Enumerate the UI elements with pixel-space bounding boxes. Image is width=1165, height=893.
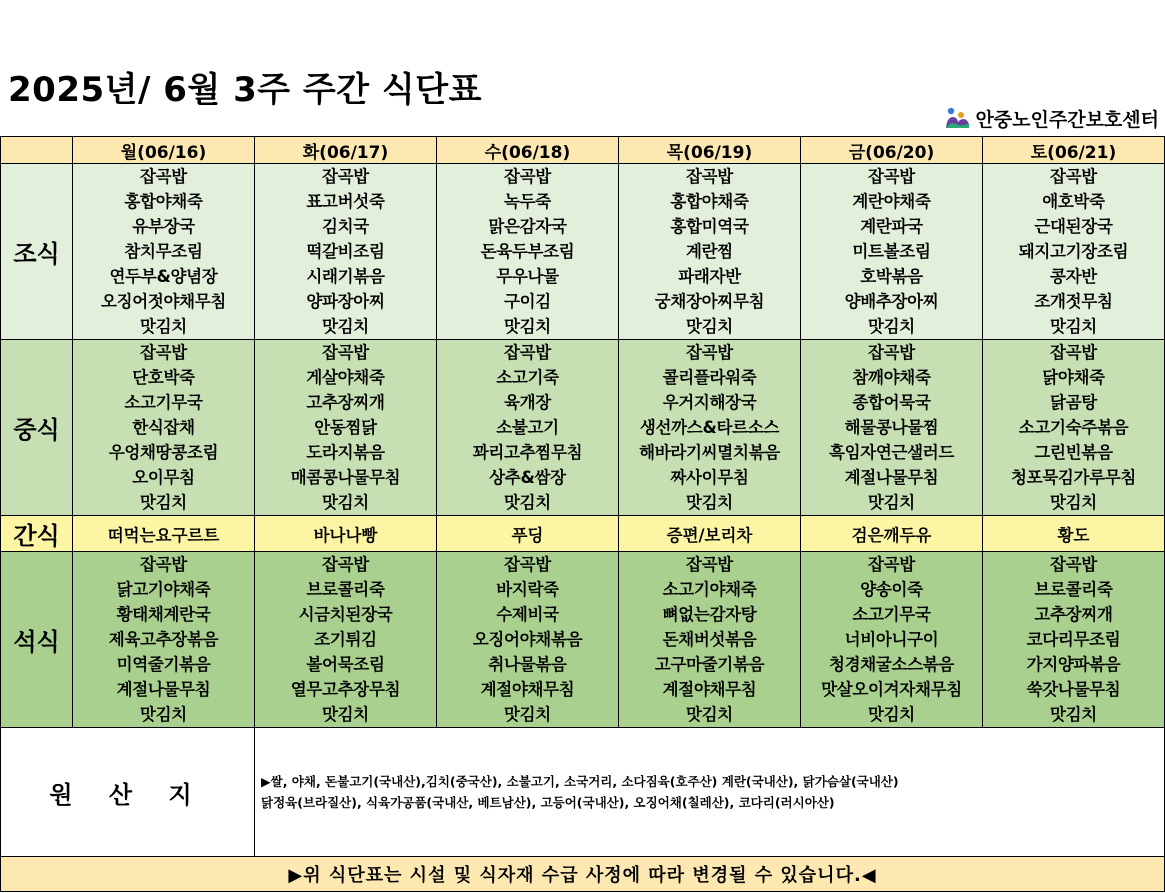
weekly-menu-table bbox=[0, 136, 1165, 892]
menu-item: 잡곡밥 bbox=[504, 555, 551, 574]
dinner-menu-cell bbox=[73, 552, 255, 728]
origin-line: 닭정육(브라질산), 식육가공품(국내산, 베트남산), 고등어(국내산), 오징어채(칠레산), 코다리(러시아산) bbox=[261, 795, 835, 810]
menu-item: 맛김치 bbox=[140, 705, 187, 724]
menu-item: 맛김치 bbox=[322, 705, 369, 724]
menu-item: 소고기숙주볶음 bbox=[1018, 418, 1129, 437]
origin-label: 원 산 지 bbox=[1, 728, 255, 857]
menu-item: 브로콜리죽 bbox=[1034, 580, 1113, 599]
snack-cell: 황도 bbox=[983, 516, 1165, 552]
snack-cell: 푸딩 bbox=[437, 516, 619, 552]
breakfast-menu-cell bbox=[619, 164, 801, 340]
menu-item: 짜사이무침 bbox=[670, 468, 749, 487]
menu-item: 안동찜닭 bbox=[314, 418, 377, 437]
day-header: 수(06/18) bbox=[437, 137, 619, 164]
menu-item: 맛김치 bbox=[140, 493, 187, 512]
menu-item: 닭고기야채죽 bbox=[116, 580, 211, 599]
people-logo-icon bbox=[944, 106, 970, 130]
day-header-row bbox=[1, 137, 1165, 164]
menu-item: 김치국 bbox=[322, 217, 369, 236]
dinner-row bbox=[1, 552, 1165, 728]
menu-item: 육개장 bbox=[504, 393, 551, 412]
menu-item: 양파장아찌 bbox=[306, 292, 385, 311]
menu-item: 맛김치 bbox=[1050, 317, 1097, 336]
menu-item: 계란찜 bbox=[686, 242, 733, 261]
menu-item: 잡곡밥 bbox=[322, 343, 369, 362]
menu-item: 잡곡밥 bbox=[1050, 167, 1097, 186]
lunch-menu-cell bbox=[619, 340, 801, 516]
menu-item: 돈채버섯볶음 bbox=[662, 630, 757, 649]
menu-item: 브로콜리죽 bbox=[306, 580, 385, 599]
menu-item: 오이무침 bbox=[132, 468, 195, 487]
breakfast-menu-cell bbox=[255, 164, 437, 340]
menu-item: 꽈리고추찜무침 bbox=[472, 443, 583, 462]
menu-item: 너비아니구이 bbox=[844, 630, 939, 649]
menu-item: 맛김치 bbox=[868, 317, 915, 336]
menu-item: 해물콩나물찜 bbox=[844, 418, 939, 437]
menu-item: 해바라기씨멸치볶음 bbox=[639, 443, 780, 462]
menu-item: 맛살오이겨자채무침 bbox=[821, 680, 962, 699]
menu-item: 잡곡밥 bbox=[140, 167, 187, 186]
menu-item: 시금치된장국 bbox=[298, 605, 393, 624]
notice-text: ▶위 식단표는 시설 및 식자재 수급 사정에 따라 변경될 수 있습니다.◀ bbox=[1, 857, 1165, 892]
notice-row bbox=[1, 857, 1165, 892]
menu-item: 표고버섯죽 bbox=[306, 192, 385, 211]
day-header: 토(06/21) bbox=[983, 137, 1165, 164]
page-title: 2025년/ 6월 3주 주간 식단표 bbox=[8, 70, 482, 110]
day-header: 금(06/20) bbox=[801, 137, 983, 164]
menu-item: 맛김치 bbox=[1050, 493, 1097, 512]
menu-item: 황태채계란국 bbox=[116, 605, 211, 624]
day-header: 화(06/17) bbox=[255, 137, 437, 164]
menu-item: 오징어야채볶음 bbox=[472, 630, 583, 649]
menu-item: 청경채굴소스볶음 bbox=[828, 655, 955, 674]
menu-item: 맛김치 bbox=[504, 317, 551, 336]
menu-item: 맛김치 bbox=[868, 493, 915, 512]
menu-item: 그린빈볶음 bbox=[1034, 443, 1113, 462]
meal-label-dinner: 석식 bbox=[1, 552, 73, 728]
snack-cell: 떠먹는요구르트 bbox=[73, 516, 255, 552]
dinner-menu-cell bbox=[619, 552, 801, 728]
menu-item: 잡곡밥 bbox=[140, 343, 187, 362]
menu-item: 쑥갓나물무침 bbox=[1026, 680, 1121, 699]
menu-item: 잡곡밥 bbox=[322, 555, 369, 574]
menu-item: 구이김 bbox=[504, 292, 551, 311]
dinner-menu-cell bbox=[983, 552, 1165, 728]
menu-item: 바지락죽 bbox=[496, 580, 559, 599]
menu-item: 수제비국 bbox=[496, 605, 559, 624]
origin-line: ▶쌀, 야채, 돈불고기(국내산),김치(중국산), 소불고기, 소국거리, 소다짐육(호주산) 계란(국내산), 닭가슴살(국내산) bbox=[261, 774, 899, 789]
menu-item: 생선까스&타르소스 bbox=[639, 418, 780, 437]
menu-item: 계란야채죽 bbox=[852, 192, 931, 211]
menu-item: 홍합미역국 bbox=[670, 217, 749, 236]
dinner-menu-cell bbox=[255, 552, 437, 728]
menu-item: 양송이죽 bbox=[860, 580, 923, 599]
menu-item: 궁채장아찌무침 bbox=[654, 292, 765, 311]
menu-item: 홍합야채죽 bbox=[670, 192, 749, 211]
lunch-menu-cell bbox=[255, 340, 437, 516]
menu-item: 청포묵김가루무침 bbox=[1010, 468, 1137, 487]
menu-item: 계절나물무침 bbox=[844, 468, 939, 487]
menu-item: 잡곡밥 bbox=[140, 555, 187, 574]
menu-item: 맛김치 bbox=[868, 705, 915, 724]
breakfast-menu-cell bbox=[983, 164, 1165, 340]
menu-item: 한식잡채 bbox=[132, 418, 195, 437]
menu-item: 돼지고기장조림 bbox=[1018, 242, 1129, 261]
menu-item: 콜리플라워죽 bbox=[662, 368, 757, 387]
menu-item: 미역줄기볶음 bbox=[116, 655, 211, 674]
snack-cell: 증편/보리차 bbox=[619, 516, 801, 552]
meal-label-breakfast: 조식 bbox=[1, 164, 73, 340]
menu-item: 잡곡밥 bbox=[322, 167, 369, 186]
menu-item: 홍합야채죽 bbox=[124, 192, 203, 211]
menu-item: 우거지해장국 bbox=[662, 393, 757, 412]
menu-item: 잡곡밥 bbox=[504, 167, 551, 186]
menu-item: 참깨야채죽 bbox=[852, 368, 931, 387]
menu-item: 계절야채무침 bbox=[480, 680, 575, 699]
snack-row bbox=[1, 516, 1165, 552]
menu-item: 호박볶음 bbox=[860, 267, 923, 286]
menu-item: 떡갈비조림 bbox=[306, 242, 385, 261]
meal-label-snack: 간식 bbox=[1, 516, 73, 552]
menu-item: 맛김치 bbox=[322, 493, 369, 512]
menu-item: 맛김치 bbox=[686, 317, 733, 336]
menu-item: 계란파국 bbox=[860, 217, 923, 236]
menu-item: 돈육두부조림 bbox=[480, 242, 575, 261]
menu-item: 도라지볶음 bbox=[306, 443, 385, 462]
menu-item: 오징어젓야채무침 bbox=[100, 292, 227, 311]
menu-item: 소고기야채죽 bbox=[662, 580, 757, 599]
menu-item: 맛김치 bbox=[140, 317, 187, 336]
menu-item: 닭곰탕 bbox=[1050, 393, 1097, 412]
menu-item: 매콤콩나물무침 bbox=[290, 468, 401, 487]
menu-item: 녹두죽 bbox=[504, 192, 551, 211]
breakfast-row bbox=[1, 164, 1165, 340]
menu-item: 맛김치 bbox=[504, 493, 551, 512]
menu-item: 맛김치 bbox=[1050, 705, 1097, 724]
menu-item: 소불고기 bbox=[496, 418, 559, 437]
menu-item: 무우나물 bbox=[496, 267, 559, 286]
header-corner-cell bbox=[1, 137, 73, 164]
menu-item: 잡곡밥 bbox=[868, 343, 915, 362]
menu-item: 파래자반 bbox=[678, 267, 741, 286]
menu-item: 고추장찌개 bbox=[1034, 605, 1113, 624]
breakfast-menu-cell bbox=[801, 164, 983, 340]
menu-item: 연두부&양념장 bbox=[109, 267, 218, 286]
origin-info bbox=[255, 728, 1165, 857]
menu-item: 소고기죽 bbox=[496, 368, 559, 387]
menu-item: 시래기볶음 bbox=[306, 267, 385, 286]
lunch-menu-cell bbox=[437, 340, 619, 516]
menu-item: 단호박죽 bbox=[132, 368, 195, 387]
organization-header bbox=[944, 105, 1159, 131]
day-header: 월(06/16) bbox=[73, 137, 255, 164]
menu-item: 뼈없는감자탕 bbox=[662, 605, 757, 624]
menu-item: 맛김치 bbox=[504, 705, 551, 724]
snack-cell: 검은깨두유 bbox=[801, 516, 983, 552]
menu-item: 닭야채죽 bbox=[1042, 368, 1105, 387]
menu-item: 참치무조림 bbox=[124, 242, 203, 261]
organization-name: 안중노인주간보호센터 bbox=[975, 108, 1159, 131]
menu-item: 고구마줄기볶음 bbox=[654, 655, 765, 674]
menu-item: 계절야채무침 bbox=[662, 680, 757, 699]
origin-row bbox=[1, 728, 1165, 857]
lunch-menu-cell bbox=[983, 340, 1165, 516]
menu-item: 콩자반 bbox=[1050, 267, 1097, 286]
menu-item: 유부장국 bbox=[132, 217, 195, 236]
menu-item: 맑은감자국 bbox=[488, 217, 567, 236]
menu-item: 게살야채죽 bbox=[306, 368, 385, 387]
menu-item: 잡곡밥 bbox=[686, 343, 733, 362]
dinner-menu-cell bbox=[437, 552, 619, 728]
menu-item: 잡곡밥 bbox=[868, 167, 915, 186]
dinner-menu-cell bbox=[801, 552, 983, 728]
menu-item: 취나물볶음 bbox=[488, 655, 567, 674]
menu-item: 제육고추장볶음 bbox=[108, 630, 219, 649]
menu-item: 잡곡밥 bbox=[686, 167, 733, 186]
menu-item: 잡곡밥 bbox=[868, 555, 915, 574]
menu-item: 종합어묵국 bbox=[852, 393, 931, 412]
lunch-menu-cell bbox=[73, 340, 255, 516]
menu-item: 맛김치 bbox=[686, 493, 733, 512]
snack-cell: 바나나빵 bbox=[255, 516, 437, 552]
menu-item: 상추&쌈장 bbox=[489, 468, 566, 487]
menu-item: 잡곡밥 bbox=[686, 555, 733, 574]
menu-item: 소고기무국 bbox=[852, 605, 931, 624]
breakfast-menu-cell bbox=[73, 164, 255, 340]
menu-item: 잡곡밥 bbox=[1050, 343, 1097, 362]
menu-item: 미트볼조림 bbox=[852, 242, 931, 261]
menu-item: 애호박죽 bbox=[1042, 192, 1105, 211]
menu-item: 열무고추장무침 bbox=[290, 680, 401, 699]
breakfast-menu-cell bbox=[437, 164, 619, 340]
day-header: 목(06/19) bbox=[619, 137, 801, 164]
menu-item: 우엉채땅콩조림 bbox=[108, 443, 219, 462]
menu-item: 근대된장국 bbox=[1034, 217, 1113, 236]
menu-item: 조기튀김 bbox=[314, 630, 377, 649]
menu-item: 가지양파볶음 bbox=[1026, 655, 1121, 674]
menu-item: 소고기무국 bbox=[124, 393, 203, 412]
menu-item: 흑임자연근샐러드 bbox=[828, 443, 955, 462]
lunch-row bbox=[1, 340, 1165, 516]
menu-item: 고추장찌개 bbox=[306, 393, 385, 412]
menu-item: 양배추장아찌 bbox=[844, 292, 939, 311]
menu-item: 맛김치 bbox=[686, 705, 733, 724]
menu-item: 잡곡밥 bbox=[504, 343, 551, 362]
lunch-menu-cell bbox=[801, 340, 983, 516]
menu-item: 조개젓무침 bbox=[1034, 292, 1113, 311]
menu-item: 볼어묵조림 bbox=[306, 655, 385, 674]
menu-item: 잡곡밥 bbox=[1050, 555, 1097, 574]
meal-label-lunch: 중식 bbox=[1, 340, 73, 516]
menu-item: 코다리무조림 bbox=[1026, 630, 1121, 649]
menu-item: 맛김치 bbox=[322, 317, 369, 336]
menu-item: 계절나물무침 bbox=[116, 680, 211, 699]
